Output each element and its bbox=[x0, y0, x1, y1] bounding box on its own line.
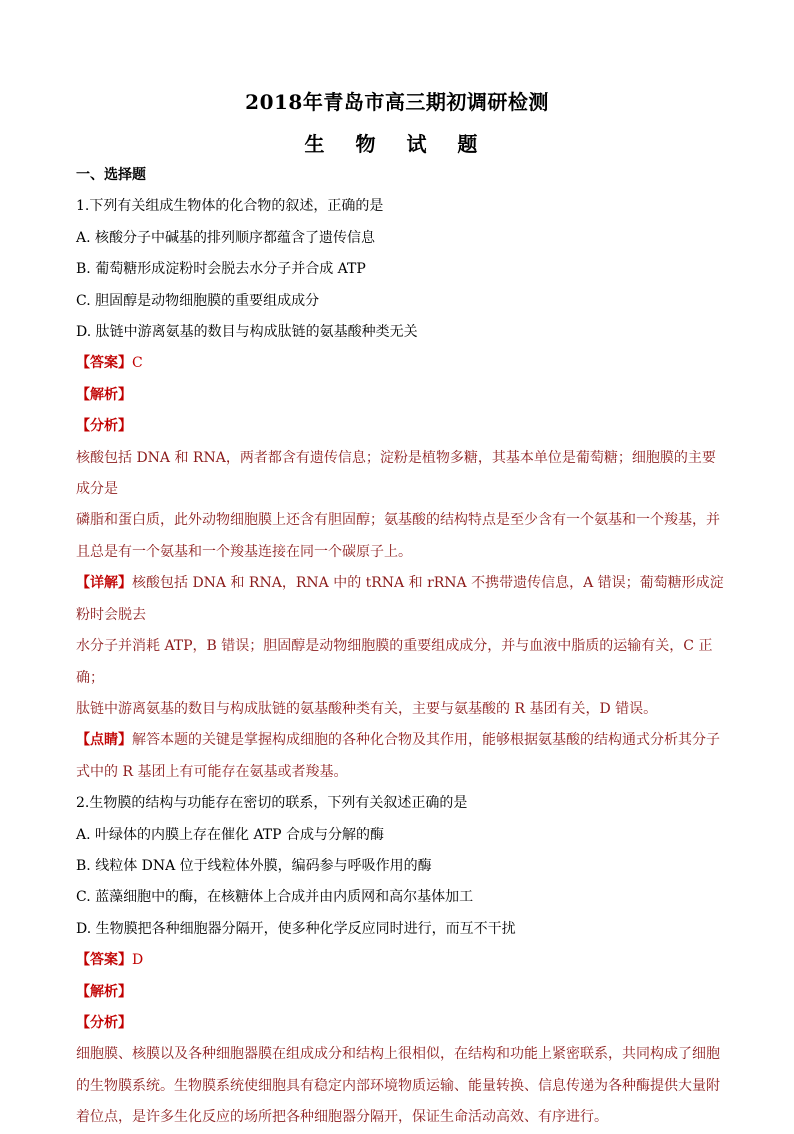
question-2-stem: 2.生物膜的结构与功能存在密切的联系，下列有关叙述正确的是 bbox=[76, 795, 468, 812]
question-1-dianjing-line: 式中的 R 基团上有可能存在氨基或者羧基。 bbox=[76, 763, 348, 780]
question-1-option-a: A. 核酸分子中碱基的排列顺序都蕴含了遗传信息 bbox=[76, 229, 376, 246]
answer-value: C bbox=[132, 355, 143, 372]
question-2-option-b: B. 线粒体 DNA 位于线粒体外膜，编码参与呼吸作用的酶 bbox=[76, 857, 432, 874]
question-2-option-a: A. 叶绿体的内膜上存在催化 ATP 合成与分解的酶 bbox=[76, 826, 385, 843]
question-1-stem: 1.下列有关组成生物体的化合物的叙述，正确的是 bbox=[76, 198, 384, 215]
question-2-answer bbox=[76, 945, 724, 976]
question-1-xiangjie-line: 水分子并消耗 ATP，B 错误；胆固醇是动物细胞膜的重要组成成分，并与血液中脂质的运输有关，C 正确； bbox=[76, 638, 713, 686]
question-2-fenxi-line: 细胞膜、核膜以及各种细胞器膜在组成成分和结构上很相似，在结构和功能上紧密联系，共同构成了细胞 bbox=[76, 1046, 720, 1063]
question-1-xiangjie-line: 肽链中游离氨基的数目与构成肽链的氨基酸种类有关，主要与氨基酸的 R 基团有关，D 错误。 bbox=[76, 700, 658, 717]
question-1-fenxi-line: 核酸包括 DNA 和 RNA，两者都含有遗传信息；淀粉是植物多糖，其基本单位是葡萄糖；细胞膜的主要成分是 bbox=[76, 449, 716, 498]
question-2-option-c: C. 蓝藻细胞中的酶，在核糖体上合成并由内质网和高尔基体加工 bbox=[76, 889, 474, 906]
question-2-option-d: D. 生物膜把各种细胞器分隔开，使多种化学反应同时进行，而互不干扰 bbox=[76, 920, 516, 937]
answer-value: D bbox=[132, 952, 144, 969]
question-1-option-d: D. 肽链中游离氨基的数目与构成肽链的氨基酸种类无关 bbox=[76, 324, 418, 341]
section-heading: 一、选择题 bbox=[76, 167, 146, 183]
question-2-fenxi-line: 着位点，是许多生化反应的场所把各种细胞器分隔开，保证生命活动高效、有序进行。 bbox=[76, 1109, 608, 1126]
question-1-fenxi-tag: 【分析】 bbox=[76, 418, 132, 435]
question-1-dianjing-line bbox=[76, 725, 724, 756]
document-body bbox=[76, 160, 724, 1134]
question-2-fenxi-line: 的生物膜系统。生物膜系统使细胞具有稳定内部环境物质运输、能量转换、信息传递为各种酶提供大量附 bbox=[76, 1077, 720, 1094]
xiangjie-tag: 【详解】 bbox=[76, 575, 132, 592]
dianjing-text: 解答本题的关键是掌握构成细胞的各种化合物及其作用，能够根据氨基酸的结构通式分析其分子 bbox=[132, 732, 720, 749]
question-1-fenxi-line: 且总是有一个氨基和一个羧基连接在同一个碳原子上。 bbox=[76, 543, 412, 560]
question-1-option-c: C. 胆固醇是动物细胞膜的重要组成成分 bbox=[76, 292, 320, 309]
question-1-answer bbox=[76, 348, 724, 379]
dianjing-tag: 【点睛】 bbox=[76, 732, 132, 749]
answer-tag: 【答案】 bbox=[76, 952, 132, 969]
page-title: 2018年青岛市高三期初调研检测 bbox=[245, 90, 549, 114]
question-1-jiexi-tag: 【解析】 bbox=[76, 386, 132, 403]
question-2-jiexi-tag: 【解析】 bbox=[76, 983, 132, 1000]
question-1-option-b: B. 葡萄糖形成淀粉时会脱去水分子并合成 ATP bbox=[76, 261, 366, 278]
page-subtitle: 生 物 试 题 bbox=[304, 132, 490, 156]
question-1-xiangjie-line bbox=[76, 568, 724, 631]
answer-tag: 【答案】 bbox=[76, 355, 132, 372]
xiangjie-text: 核酸包括 DNA 和 RNA，RNA 中的 tRNA 和 rRNA 不携带遗传信息，A 错误；葡萄糖形成淀粉时会脱去 bbox=[76, 575, 724, 623]
question-2-fenxi-tag: 【分析】 bbox=[76, 1014, 132, 1031]
question-1-fenxi-line: 磷脂和蛋白质，此外动物细胞膜上还含有胆固醇；氨基酸的结构特点是至少含有一个氨基和一个羧基，并 bbox=[76, 512, 720, 529]
